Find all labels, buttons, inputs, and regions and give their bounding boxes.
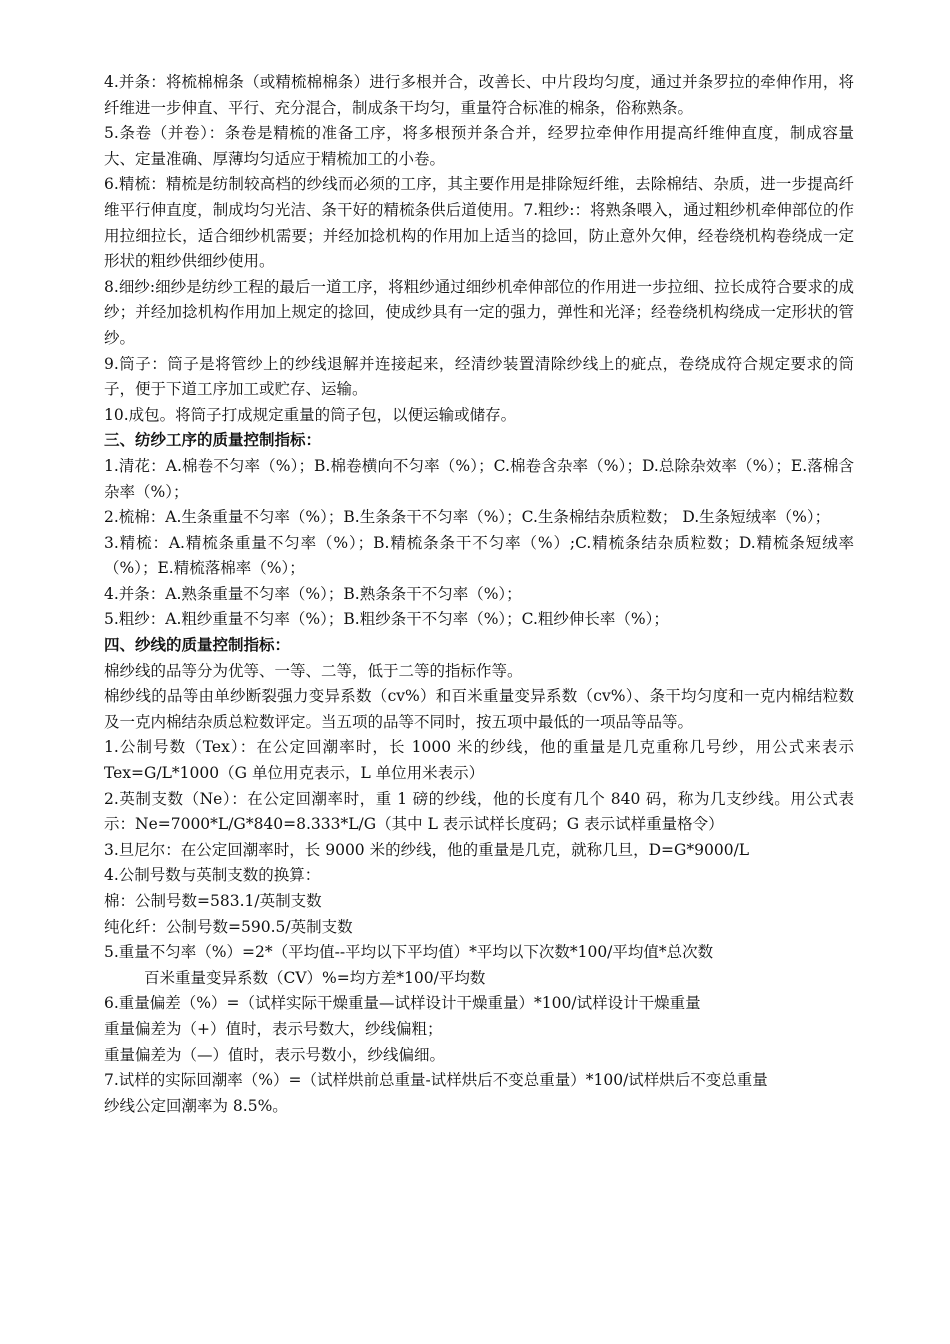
- paragraph-packing: 10.成包。将筒子打成规定重量的筒子包，以便运输或储存。: [104, 405, 517, 424]
- list-item: 重量偏差为（+）值时，表示号数大，纱线偏粗；: [104, 1019, 443, 1038]
- list-item: 纱线公定回潮率为 8.5%。: [104, 1096, 288, 1115]
- list-item: 1.公制号数（Tex）：在公定回潮率时，长 1000 米的纱线，他的重量是几克重称几号纱，用公式来表示 Tex=G/L*1000（G 单位用克表示，L 单位用米表示）: [104, 738, 854, 783]
- list-item: 纯化纤：公制号数=590.5/英制支数: [104, 917, 353, 936]
- list-item: 7.试样的实际回潮率（%）=（试样烘前总重量-试样烘后不变总重量）*100/试样烘后不变总重量: [104, 1071, 768, 1090]
- document-page: [104, 70, 854, 1119]
- list-item: 6.重量偏差（%）=（试样实际干燥重量—试样设计干燥重量）*100/试样设计干燥重量: [104, 994, 701, 1013]
- list-item: 1.清花：A.棉卷不匀率（%）；B.棉卷横向不匀率（%）；C.棉卷含杂率（%）；D.总除杂效率（%）；E.落棉含杂率（%）；: [104, 456, 854, 501]
- list-item: 3.旦尼尔：在公定回潮率时，长 9000 米的纱线，他的重量是几克，就称几旦，D=G*9000/L: [104, 840, 750, 859]
- paragraph-drawing: 4.并条：将梳棉棉条（或精梳棉棉条）进行多根并合，改善长、中片段均匀度，通过并条罗拉的牵伸作用，将纤维进一步伸直、平行、充分混合，制成条干均匀，重量符合标准的棉条，俗称熟条。: [104, 73, 854, 117]
- list-item: 重量偏差为（—）值时，表示号数小，纱线偏细。: [104, 1045, 446, 1064]
- list-item: 棉：公制号数=583.1/英制支数: [104, 892, 322, 910]
- paragraph-spinning: 8.细纱:细纱是纺纱工程的最后一道工序，将粗纱通过细纱机牵伸部位的作用进一步拉细、拉长成符合要求的成纱；并经加捻机构作用加上规定的捻回，使成纱具有一定的强力，弹性和光泽；经卷绕机构绕成一定形状的管纱。: [104, 277, 854, 347]
- list-item: 5.粗纱：A.粗纱重量不匀率（%）；B.粗纱条干不匀率（%）；C.粗纱伸长率（%）；: [104, 610, 669, 629]
- list-item: 2.英制支数（Ne）：在公定回潮率时，重 1 磅的纱线，他的长度有几个 840 码，称为几支纱线。用公式表示：Ne=7000*L/G*840=8.333*L/G（其中 L 表示试样长度码；G 表示试样重量格令）: [104, 789, 854, 834]
- list-item: 百米重量变异系数（CV）%=均方差*100/平均数: [144, 968, 486, 987]
- paragraph-lap-forming: 5.条卷（并卷）：条卷是精梳的准备工序，将多根预并条合并，经罗拉牵伸作用提高纤维伸直度，制成容量大、定量准确、厚薄均匀适应于精梳加工的小卷。: [104, 124, 854, 168]
- list-item: 棉纱线的品等分为优等、一等、二等，低于二等的指标作等。: [104, 661, 523, 680]
- list-item: 4.公制号数与英制支数的换算：: [104, 866, 321, 885]
- list-item: 棉纱线的品等由单纱断裂强力变异系数（cv%）和百米重量变异系数（cv%）、条干均匀度和一克内棉结粒数及一克内棉结杂质总粒数评定。当五项的品等不同时，按五项中最低的一项品等品等。: [104, 687, 854, 731]
- list-item: 4.并条：A.熟条重量不匀率（%）；B.熟条条干不匀率（%）；: [104, 584, 522, 603]
- list-item: 2.梳棉：A.生条重量不匀率（%）；B.生条条干不匀率（%）；C.生条棉结杂质粒数； D.生条短绒率（%）；: [104, 508, 831, 527]
- paragraph-winding: 9.筒子：筒子是将管纱上的纱线退解并连接起来，经清纱装置清除纱线上的疵点，卷绕成符合规定要求的筒子，便于下道工序加工或贮存、运输。: [104, 354, 854, 399]
- section-heading-process-quality: 三、纺纱工序的质量控制指标：: [104, 431, 322, 450]
- list-item: 3.精梳：A.精梳条重量不匀率（%）；B.精梳条条干不匀率（%）;C.精梳条结杂质粒数；D.精梳条短绒率（%）；E.精梳落棉率（%）；: [104, 533, 854, 578]
- list-item: 5.重量不匀率（%）=2*（平均值--平均以下平均值）*平均以下次数*100/平均值*总次数: [104, 943, 714, 962]
- section-heading-yarn-quality: 四、纱线的质量控制指标：: [104, 636, 291, 655]
- paragraph-combing-roving: 6.精梳：精梳是纺制较高档的纱线而必须的工序，其主要作用是排除短纤维，去除棉结、杂质，进一步提高纤维平行伸直度，制成均匀光洁、条干好的精梳条供后道使用。7.粗纱:：将熟条喂入，通过粗纱机牵伸部位的作用拉细拉长，适合细纱机需要；并经加捻机构的作用加上适当的捻回，防止意外欠伸，经卷绕机构卷绕成一定形状的粗纱供细纱使用。: [104, 175, 854, 271]
